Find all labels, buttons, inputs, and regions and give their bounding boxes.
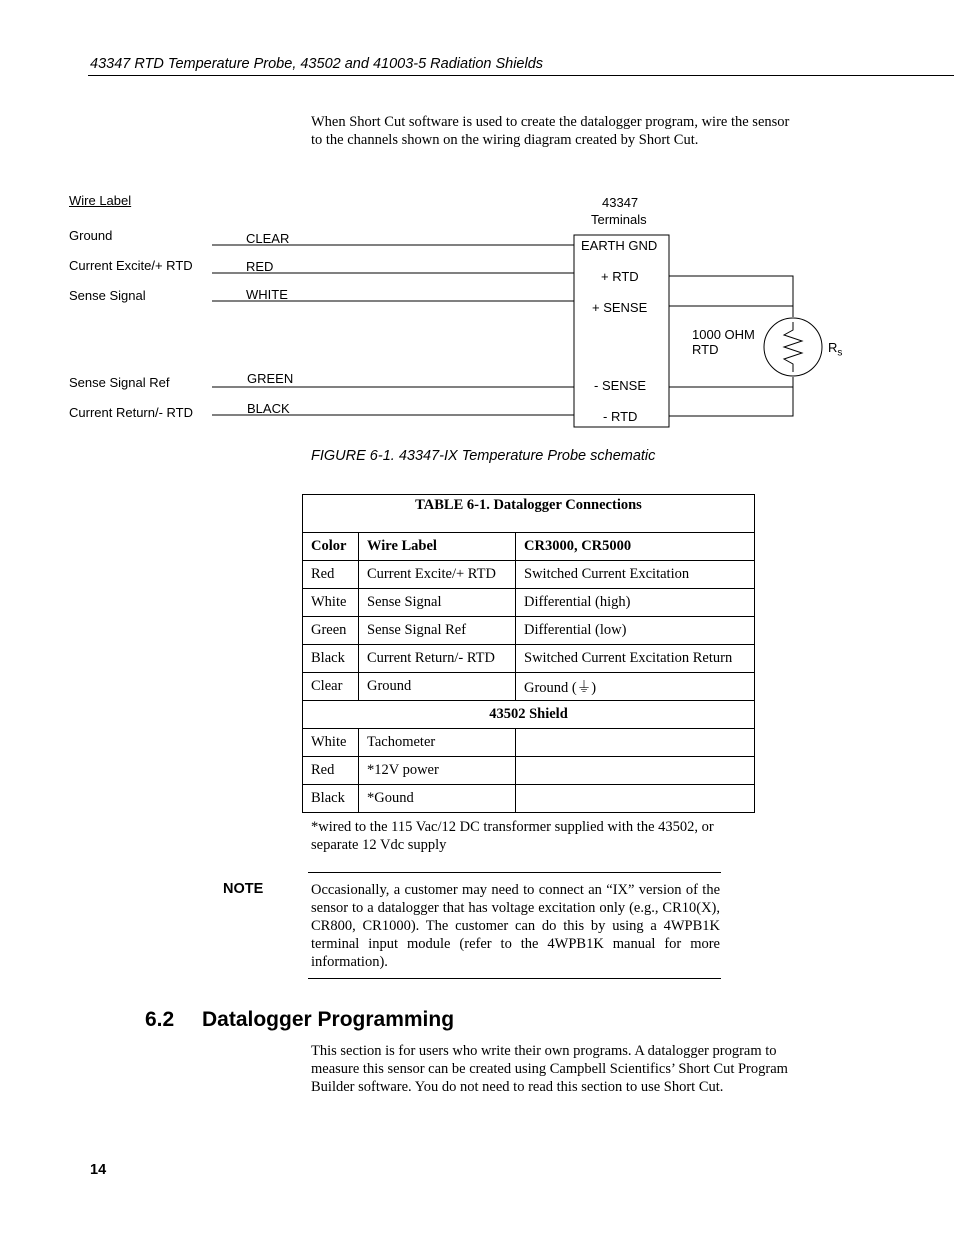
table-row	[303, 757, 755, 785]
table-row	[303, 729, 755, 757]
wire-label-current-excite: Current Excite/+ RTD	[69, 258, 193, 273]
table-row	[303, 785, 755, 813]
section-number: 6.2	[145, 1008, 175, 1031]
table-cell: Differential (high)	[516, 589, 755, 617]
rs-label	[828, 340, 842, 359]
wire-label-ground: Ground	[69, 228, 113, 243]
figure-caption: FIGURE 6-1. 43347-IX Temperature Probe schematic	[311, 448, 656, 464]
column-header-color: Color	[303, 533, 359, 561]
table-cell: Green	[303, 617, 359, 645]
table-cell: Tachometer	[359, 729, 516, 757]
column-header-datalogger: CR3000, CR5000	[516, 533, 755, 561]
rtd-label-line1: 1000 OHM	[692, 327, 755, 342]
table-cell	[516, 729, 755, 757]
table-header-row	[303, 533, 755, 561]
terminal-minus-sense: - SENSE	[594, 378, 647, 393]
table-cell: Switched Current Excitation Return	[516, 645, 755, 673]
table-cell: Sense Signal Ref	[359, 617, 516, 645]
table-cell: *Gound	[359, 785, 516, 813]
table-cell: Current Excite/+ RTD	[359, 561, 516, 589]
wire-label-sense-signal: Sense Signal	[69, 288, 146, 303]
wire-label-current-return: Current Return/- RTD	[69, 405, 194, 420]
datalogger-connections-table	[302, 494, 755, 813]
table-cell: Red	[303, 561, 359, 589]
rtd-wire-bottom	[669, 377, 793, 416]
wire-label-sense-signal-ref: Sense Signal Ref	[69, 375, 170, 390]
table-cell: Switched Current Excitation	[516, 561, 755, 589]
table-cell: Black	[303, 645, 359, 673]
table-cell: Sense Signal	[359, 589, 516, 617]
rs-main: R	[828, 340, 838, 355]
table-cell: White	[303, 729, 359, 757]
table-title-row	[303, 495, 755, 533]
terminal-block	[574, 235, 669, 427]
table-cell: Ground (⏚)	[516, 673, 755, 701]
table-footnote: *wired to the 115 Vac/12 DC transformer supplied with the 43502, or separate 12 Vdc supply	[311, 819, 714, 853]
page-number: 14	[90, 1162, 107, 1178]
terminal-plus-sense: + SENSE	[592, 300, 648, 315]
terminal-plus-rtd: + RTD	[601, 269, 639, 284]
table-cell: *12V power	[359, 757, 516, 785]
note-rule-bottom	[308, 978, 721, 979]
schematic-diagram	[0, 0, 954, 440]
table-cell: Red	[303, 757, 359, 785]
terminal-earth-gnd: EARTH GND	[581, 238, 658, 253]
rtd-symbol-zigzag	[784, 322, 802, 372]
wire-color-clear: CLEAR	[246, 231, 290, 246]
intro-paragraph: When Short Cut software is used to create the datalogger program, wire the sensor to the channels shown on the wiring diagram created by Short Cut.	[311, 114, 790, 148]
table-section-row	[303, 701, 755, 729]
table-cell: Differential (low)	[516, 617, 755, 645]
table-cell	[516, 785, 755, 813]
note-text: Occasionally, a customer may need to connect an “IX” version of the sensor to a datalogger that has voltage excitation only (e.g., CR10(X), CR800, CR1000). The customer can do this by using a 4WPB1K terminal input module (refer to the 4WPB1K manual for more information).	[311, 882, 720, 970]
table-cell: Ground	[359, 673, 516, 701]
table-cell: White	[303, 589, 359, 617]
rs-subscript: s	[837, 347, 843, 359]
terminal-minus-rtd: - RTD	[603, 409, 638, 424]
wire-color-green: GREEN	[247, 371, 294, 386]
wire-color-red: RED	[246, 259, 274, 274]
running-header: 43347 RTD Temperature Probe, 43502 and 41003-5 Radiation Shields	[90, 56, 544, 72]
table-row	[303, 673, 755, 701]
table-cell	[516, 757, 755, 785]
terminals-heading-line2: Terminals	[591, 212, 647, 227]
table-cell: Current Return/- RTD	[359, 645, 516, 673]
table-row	[303, 617, 755, 645]
terminals-heading-line1: 43347	[602, 195, 639, 210]
table-cell: Black	[303, 785, 359, 813]
wire-color-black: BLACK	[247, 401, 290, 416]
column-header-wire-label: Wire Label	[359, 533, 516, 561]
section-heading	[145, 1008, 454, 1032]
table-section-label: 43502 Shield	[303, 701, 755, 729]
table-row	[303, 561, 755, 589]
table-row	[303, 589, 755, 617]
rtd-label-line2: RTD	[692, 342, 719, 357]
table-title: TABLE 6-1. Datalogger Connections	[303, 495, 755, 533]
note-rule-top	[308, 872, 721, 873]
table-row	[303, 645, 755, 673]
note-label: NOTE	[223, 881, 264, 897]
section-title: Datalogger Programming	[202, 1008, 455, 1031]
rtd-wire-top	[669, 276, 793, 317]
section-body: This section is for users who write their own programs. A datalogger program to measure this sensor can be created using Campbell Scientifics’ Short Cut Program Builder software. You do not need to read this section to use Short Cut.	[311, 1043, 788, 1095]
wire-color-white: WHITE	[246, 287, 288, 302]
table-cell: Clear	[303, 673, 359, 701]
wire-label-heading: Wire Label	[69, 193, 132, 208]
